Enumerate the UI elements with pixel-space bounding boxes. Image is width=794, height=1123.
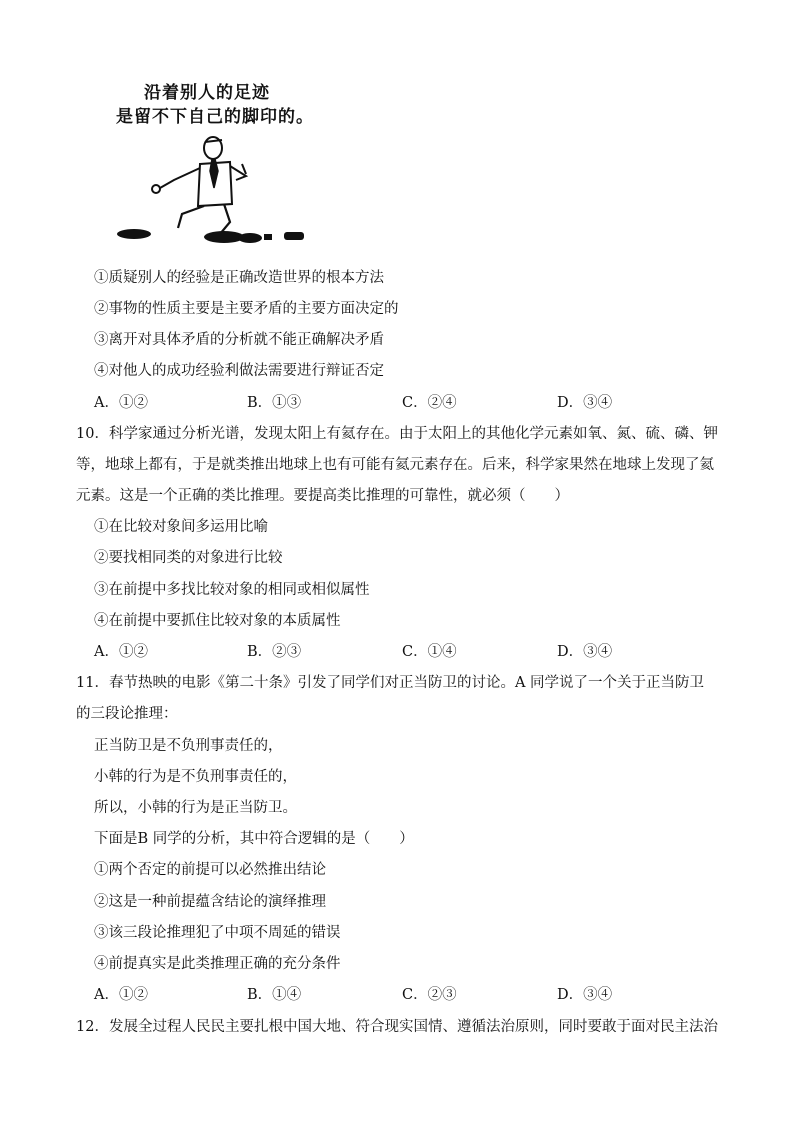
q11-question-prompt: 下面是B 同学的分析，其中符合逻辑的是（ ） [94, 831, 414, 847]
q10-item-4: ④在前提中要抓住比较对象的本质属性 [94, 613, 341, 629]
cartoon-illustration [112, 76, 327, 248]
q9-option-a: A．①② [94, 395, 148, 411]
q10-item-2: ②要找相同类的对象进行比较 [94, 550, 283, 566]
q10-item-1: ①在比较对象间多运用比喻 [94, 519, 268, 535]
q10-stem-line3: 元素。这是一个正确的类比推理。要提高类比推理的可靠性，就必须（ ） [76, 488, 569, 504]
q11-item-1: ①两个否定的前提可以必然推出结论 [94, 862, 326, 878]
q10-option-d: D．③④ [557, 644, 613, 660]
q11-option-b: B．①④ [247, 987, 302, 1003]
q10-option-c: C．①④ [402, 644, 457, 660]
q10-option-a: A．①② [94, 644, 148, 660]
q11-syllogism-conclusion: 所以，小韩的行为是正当防卫。 [94, 800, 297, 816]
q11-option-d: D．③④ [557, 987, 613, 1003]
q11-syllogism-major: 正当防卫是不负刑事责任的， [94, 738, 283, 754]
q10-stem-line1: 10．科学家通过分析光谱，发现太阳上有氦存在。由于太阳上的其他化学元素如氧、氮、硫、磷、钾 [76, 426, 718, 442]
q11-option-a: A．①② [94, 987, 148, 1003]
q10-option-b: B．②③ [247, 644, 302, 660]
cartoon-caption-line2: 是留不下自己的脚印的。 [116, 107, 314, 127]
q12-stem-line1: 12．发展全过程人民民主要扎根中国大地、符合现实国情、遵循法治原则，同时要敢于面对民主法治 [76, 1019, 718, 1035]
q11-item-3: ③该三段论推理犯了中项不周延的错误 [94, 925, 341, 941]
q11-stem-line2: 的三段论推理： [76, 706, 178, 722]
q9-option-b: B．①③ [247, 395, 302, 411]
q9-option-d: D．③④ [557, 395, 613, 411]
cartoon-caption-line1: 沿着别人的足迹 [144, 83, 270, 103]
q10-stem-line2: 等，地球上都有，于是就类推出地球上也有可能有氦元素存在。后来，科学家果然在地球上发现了氦 [76, 457, 714, 473]
q10-item-3: ③在前提中多找比较对象的相同或相似属性 [94, 582, 370, 598]
q11-item-4: ④前提真实是此类推理正确的充分条件 [94, 956, 341, 972]
q9-item-4: ④对他人的成功经验利做法需要进行辩证否定 [94, 363, 384, 379]
q11-syllogism-minor: 小韩的行为是不负刑事责任的， [94, 769, 297, 785]
q11-option-c: C．②③ [402, 987, 457, 1003]
q9-item-1: ①质疑别人的经验是正确改造世界的根本方法 [94, 270, 384, 286]
q9-item-3: ③离开对具体矛盾的分析就不能正确解决矛盾 [94, 332, 384, 348]
q9-item-2: ②事物的性质主要是主要矛盾的主要方面决定的 [94, 301, 399, 317]
q11-stem-line1: 11．春节热映的电影《第二十条》引发了同学们对正当防卫的讨论。A 同学说了一个关于正当防卫 [76, 675, 705, 691]
q9-option-c: C．②④ [402, 395, 457, 411]
q11-item-2: ②这是一种前提蕴含结论的演绎推理 [94, 894, 326, 910]
